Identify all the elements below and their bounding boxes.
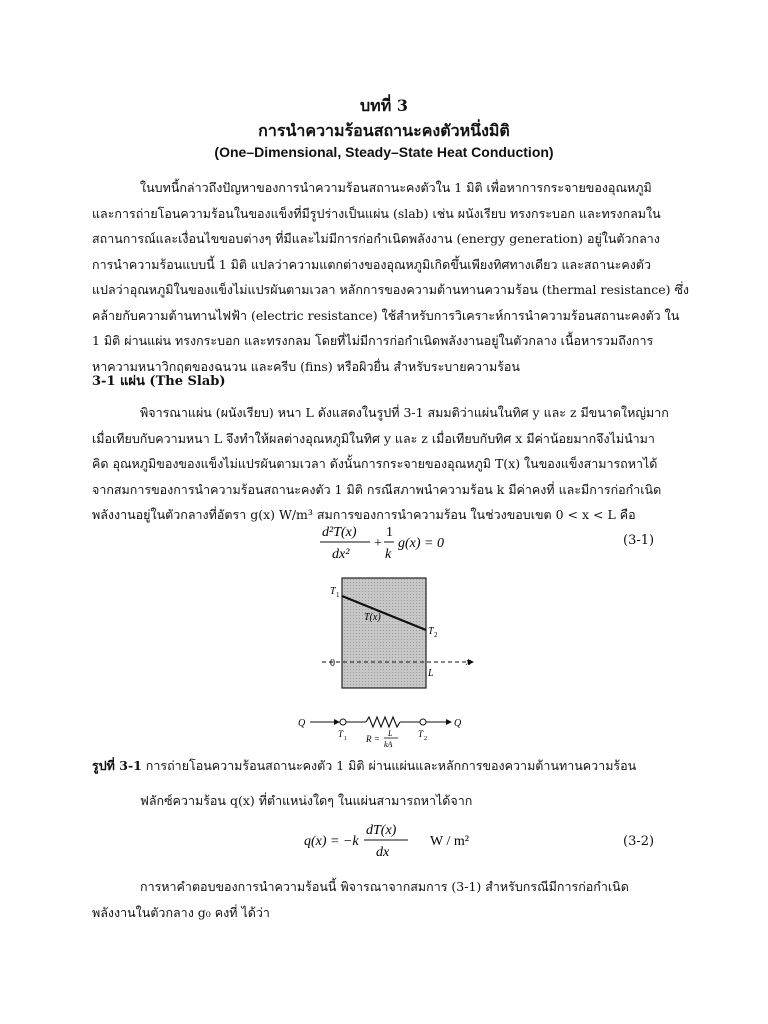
intro-line: สถานการณ์และเงื่อนไขขอบต่างๆ ที่มีและไม่มีการก่อกำเนิดพลังงาน (energy generation) อยู่ในตัวกลาง	[92, 231, 660, 246]
circuit-T1-label: T	[338, 729, 344, 739]
eq1-frac-num: 1	[386, 525, 393, 540]
eq2-lhs: q(x) = −k	[304, 834, 359, 849]
eq1-plus: +	[374, 536, 382, 551]
intro-line: แปลว่าอุณหภูมิในของแข็งไม่แปรผันตามเวลา หลักการของความต้านทานความร้อน (thermal resistance) ซึ่ง	[92, 282, 690, 297]
eq2-denominator: dx	[376, 845, 390, 860]
intro-line: และการถ่ายโอนความร้อนในของแข็งที่มีรูปร่างเป็นแผ่น (slab) เช่น ผนังเรียบ ทรงกระบอก และทรงกลมใน	[92, 205, 661, 221]
resistor-icon	[366, 717, 400, 727]
circuit-node-left	[340, 719, 346, 725]
fig-zero-label: 0	[330, 658, 335, 669]
fig-Tx-label: T(x)	[364, 612, 381, 623]
slab-line: คิด อุณหภูมิของของแข็งไม่แปรผันตามเวลา ดังนั้นการกระจายของอุณหภูมิ T(x) ในของแข็งสามารถหาได้	[92, 456, 658, 471]
fig-T1-subscript: 1	[336, 591, 340, 599]
slab-paragraph	[92, 400, 669, 528]
slab-line: พลังงานอยู่ในตัวกลางที่อัตรา g(x) W/m³ สมการของการนำความร้อน ในช่วงขอบเขต 0 < x < L คือ	[92, 507, 636, 522]
circuit-right-arrowhead	[446, 719, 452, 725]
fig-L-label: L	[428, 668, 434, 679]
fig-T2-subscript: 2	[434, 631, 438, 639]
chapter-title: บทที่ 3	[360, 96, 408, 115]
fig-T2-label: T	[428, 626, 434, 637]
equation-3-2	[300, 820, 500, 864]
intro-line: การนำความร้อนแบบนี้ 1 มิติ แปลว่าความแตกต่างของอุณหภูมิเกิดขึ้นเพียงทิศทางเดียว และสถานะคงตัว	[92, 256, 652, 272]
eq1-numerator: d²T(x)	[322, 525, 357, 540]
slab-line: จากสมการของการนำความร้อนสถานะคงตัว 1 มิติ กรณีสภาพนำความร้อน k มีค่าคงที่ และมีการก่อกำเนิด	[92, 481, 662, 497]
circuit-R-num: L	[388, 729, 393, 738]
fig-T1-label: T	[330, 586, 336, 597]
slab-line: พิจารณาแผ่น (ผนังเรียบ) หนา L ดังแสดงในรูปที่ 3-1 สมมติว่าแผ่นในทิศ y และ z มีขนาดใหญ่มาก	[140, 405, 669, 420]
intro-line: ในบทนี้กล่าวถึงปัญหาของการนำความร้อนสถานะคงตัวใน 1 มิติ เพื่อหาการกระจายของอุณหภูมิ	[140, 180, 652, 195]
circuit-Q-left: Q	[298, 718, 306, 729]
circuit-T2-label: T	[418, 729, 424, 739]
circuit-T1-subscript: 1	[344, 736, 347, 742]
circuit-T2-subscript: 2	[424, 736, 427, 742]
circuit-node-right	[420, 719, 426, 725]
eq1-number: (3-1)	[623, 533, 655, 548]
flux-line	[140, 788, 700, 814]
eq2-numerator: dT(x)	[366, 823, 397, 838]
chapter-subtitle: การนำความร้อนสถานะคงตัวหนึ่งมิติ	[258, 121, 510, 140]
intro-paragraph	[92, 175, 690, 379]
caption-label: รูปที่ 3-1	[92, 758, 142, 773]
eq1-denominator: dx²	[332, 547, 350, 562]
intro-line: คล้ายกับความต้านทานไฟฟ้า (electric resistance) ใช้สำหรับการวิเคราะห์การนำความร้อนสถานะคงตัว ใน	[92, 307, 680, 323]
closing-line: พลังงานในตัวกลาง g₀ คงที่ ได้ว่า	[92, 904, 270, 920]
equation-3-1	[318, 520, 468, 566]
figure-caption	[92, 756, 636, 776]
slab-shape	[342, 578, 426, 688]
circuit-Q-right: Q	[454, 718, 462, 729]
section-heading: 3-1 แผ่น (The Slab)	[92, 374, 226, 389]
caption-text: การถ่ายโอนความร้อนสถานะคงตัว 1 มิติ ผ่านแผ่นและหลักการของความต้านทานความร้อน	[141, 758, 637, 773]
closing-line: การหาคำตอบของการนำความร้อนนี้ พิจารณาจากสมการ (3-1) สำหรับกรณีมีการก่อกำเนิด	[140, 879, 629, 894]
intro-line: หาความหนาวิกฤตของฉนวน และครีบ (fins) หรือผิวยื่น สำหรับระบายความร้อน	[92, 358, 520, 374]
intro-line: 1 มิติ ผ่านแผ่น ทรงกระบอก และทรงกลม โดยที่ไม่มีการก่อกำเนิดพลังงานอยู่ในตัวกลาง เนื้อหารวมถึงการ	[92, 333, 654, 348]
figure-3-1	[292, 572, 482, 748]
circuit-R-den: kA	[384, 740, 393, 748]
eq2-number: (3-2)	[623, 834, 655, 849]
flux-text: ฟลักซ์ความร้อน q(x) ที่ตำแหน่งใดๆ ในแผ่นสามารถหาได้จาก	[140, 793, 473, 808]
circuit-R-label: R =	[366, 734, 380, 744]
closing-paragraph	[92, 874, 652, 925]
eq1-frac-den: k	[385, 547, 392, 562]
fig-x-label: x	[466, 657, 471, 668]
eq2-unit: W / m²	[430, 834, 469, 849]
circuit-left-arrowhead	[334, 719, 340, 725]
eq1-rest: g(x) = 0	[398, 536, 444, 551]
chapter-english-subtitle: (One–Dimensional, Steady–State Heat Conduction)	[214, 144, 554, 160]
slab-line: เมื่อเทียบกับความหนา L จึงทำให้ผลต่างอุณหภูมิในทิศ y และ z เมื่อเทียบกับทิศ x มีค่าน้อยมากจึงไม่นำมา	[92, 430, 655, 446]
